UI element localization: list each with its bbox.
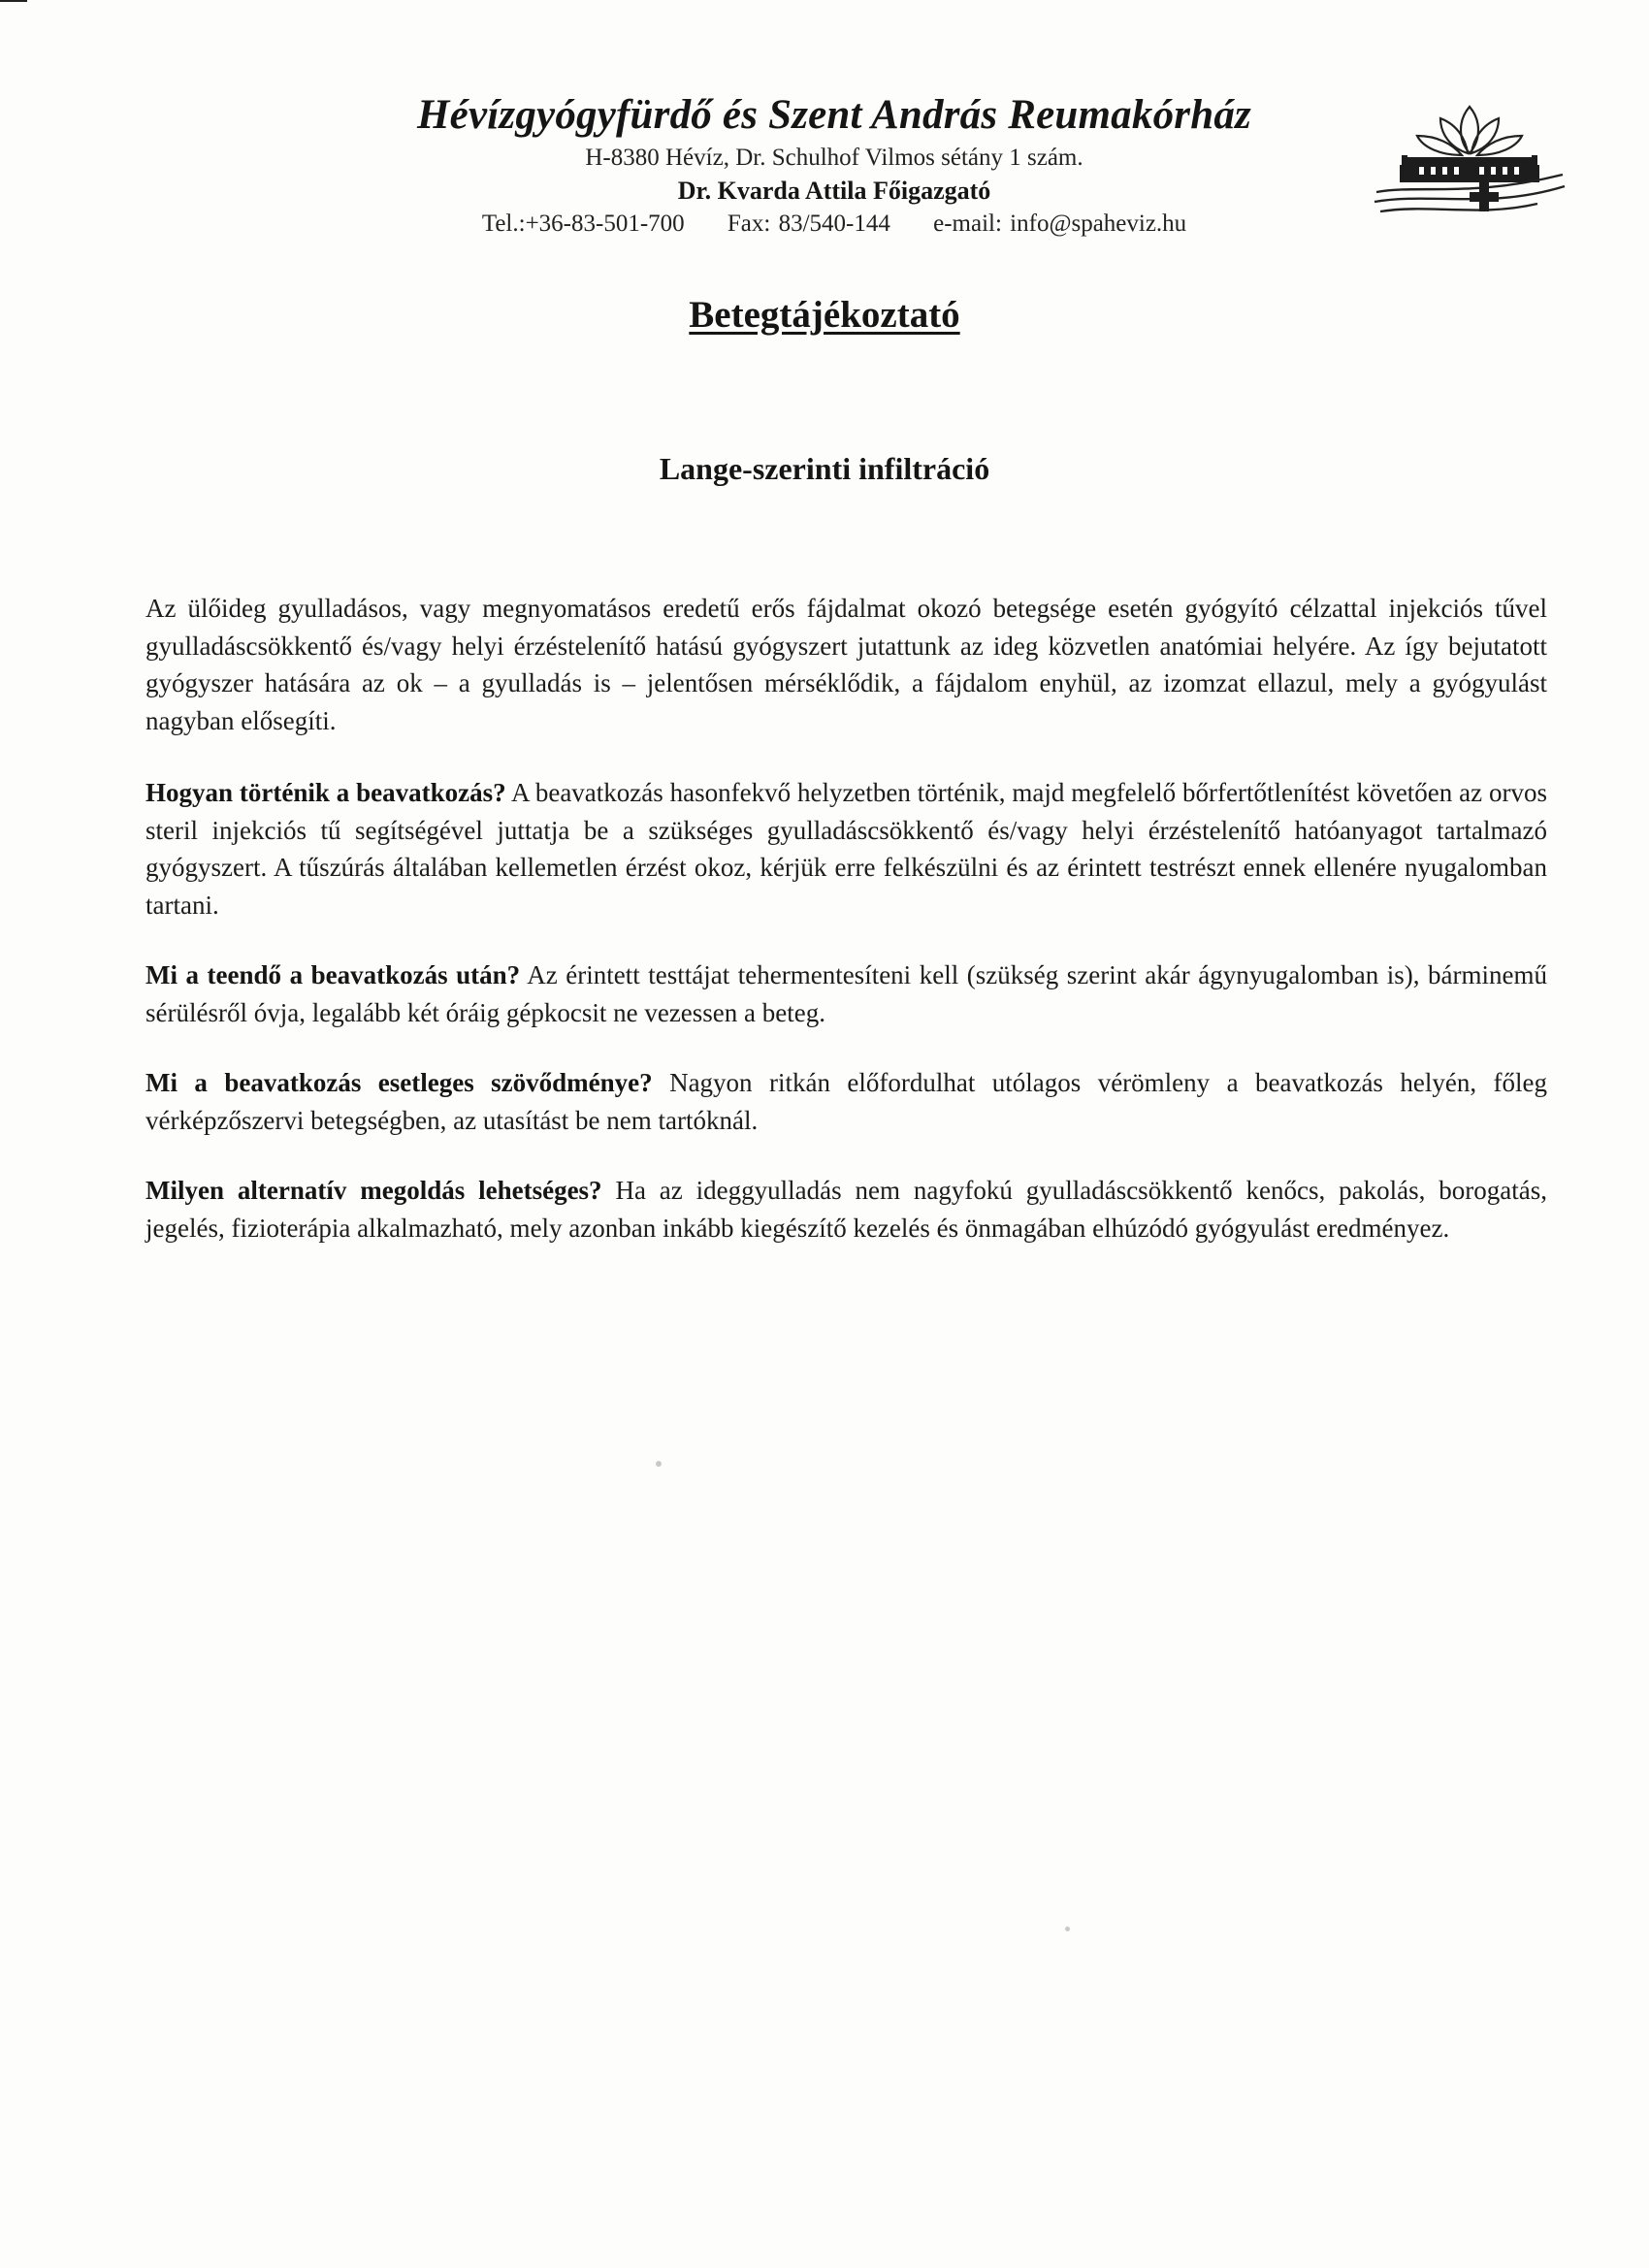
aftercare-paragraph xyxy=(146,956,1547,1031)
intro-paragraph: Az ülőideg gyulladásos, vagy megnyomatásos eredetű erős fájdalmat okozó betegsége esetén gyógyító célzattal injekciós tűvel gyulladáscsökkentő és/vagy helyi érzéstelenítő hatású gyógyszert jutattunk az ideg közvetlen anatómiai helyére. Az így bejutatott gyógyszer hatására az ok – a gyulladás is – jelentősen mérséklődik, a fájdalom enyhül, az izomzat ellazul, mely a gyógyulást nagyban elősegíti. xyxy=(146,594,1547,735)
alternative-answer: Ha az ideggyulladás nem nagyfokú gyulladáscsökkentő kenőcs, pakolás, borogatás, jegelés, fizioterápia alkalmazható, mely azonban inkább kiegészítő kezelés és önmagában elhúzódó gyógyulást eredményez. xyxy=(146,1176,1547,1243)
complication-answer: Nagyon ritkán előfordulhat utólagos vérömleny a beavatkozás helyén, főleg vérképzőszervi betegségben, az utasítást be nem tartóknál. xyxy=(146,1068,1547,1135)
complication-question: Mi a beavatkozás esetleges szövődménye? xyxy=(146,1068,653,1097)
letterhead xyxy=(242,89,1426,241)
complication-paragraph xyxy=(146,1064,1547,1139)
scan-edge-mark xyxy=(0,0,27,2)
procedure-paragraph xyxy=(146,774,1547,923)
procedure-question: Hogyan történik a beavatkozás? xyxy=(146,778,506,807)
aftercare-answer: Az érintett testtájat tehermentesíteni kell (szükség szerint akár ágynyugalomban is), bárminemű sérülésről óvja, legalább két óráig gépkocsit ne vezessen a beteg. xyxy=(146,960,1547,1027)
organization-name: Hévízgyógyfürdő és Szent András Reumakórház xyxy=(417,92,1251,138)
email-address: e-mail: info@spaheviz.hu xyxy=(933,211,1187,237)
director-name: Dr. Kvarda Attila Főigazgató xyxy=(677,177,991,205)
aftercare-question: Mi a teendő a beavatkozás után? xyxy=(146,960,521,989)
hospital-lotus-logo-icon xyxy=(1373,97,1567,223)
organization-address: H-8380 Hévíz, Dr. Schulhof Vilmos sétány 1 szám. xyxy=(585,145,1083,171)
phone-number: Tel.:+36-83-501-700 xyxy=(481,211,685,237)
alternative-paragraph xyxy=(146,1172,1547,1247)
document-body xyxy=(146,590,1547,1280)
scan-speck xyxy=(1065,1927,1070,1931)
document-title: Betegtájékoztató xyxy=(689,294,960,336)
contact-details xyxy=(242,208,1426,241)
scan-speck xyxy=(656,1461,662,1467)
procedure-answer: A beavatkozás hasonfekvő helyzetben történik, majd megfelelő bőrfertőtlenítést követően az orvos steril injekciós tű segítségével juttatja be a szükséges gyulladáscsökkentő és/vagy helyi érzéstelenítő hatóanyagot tartalmazó gyógyszert. A tűszúrás általában kellemetlen érzést okoz, kérjük erre felkészülni és az érintett testrészt ennek ellenére nyugalomban tartani. xyxy=(146,778,1547,920)
alternative-question: Milyen alternatív megoldás lehetséges? xyxy=(146,1176,602,1205)
document-subtitle: Lange-szerinti infiltráció xyxy=(659,451,990,486)
fax-number: Fax: 83/540-144 xyxy=(727,211,890,237)
